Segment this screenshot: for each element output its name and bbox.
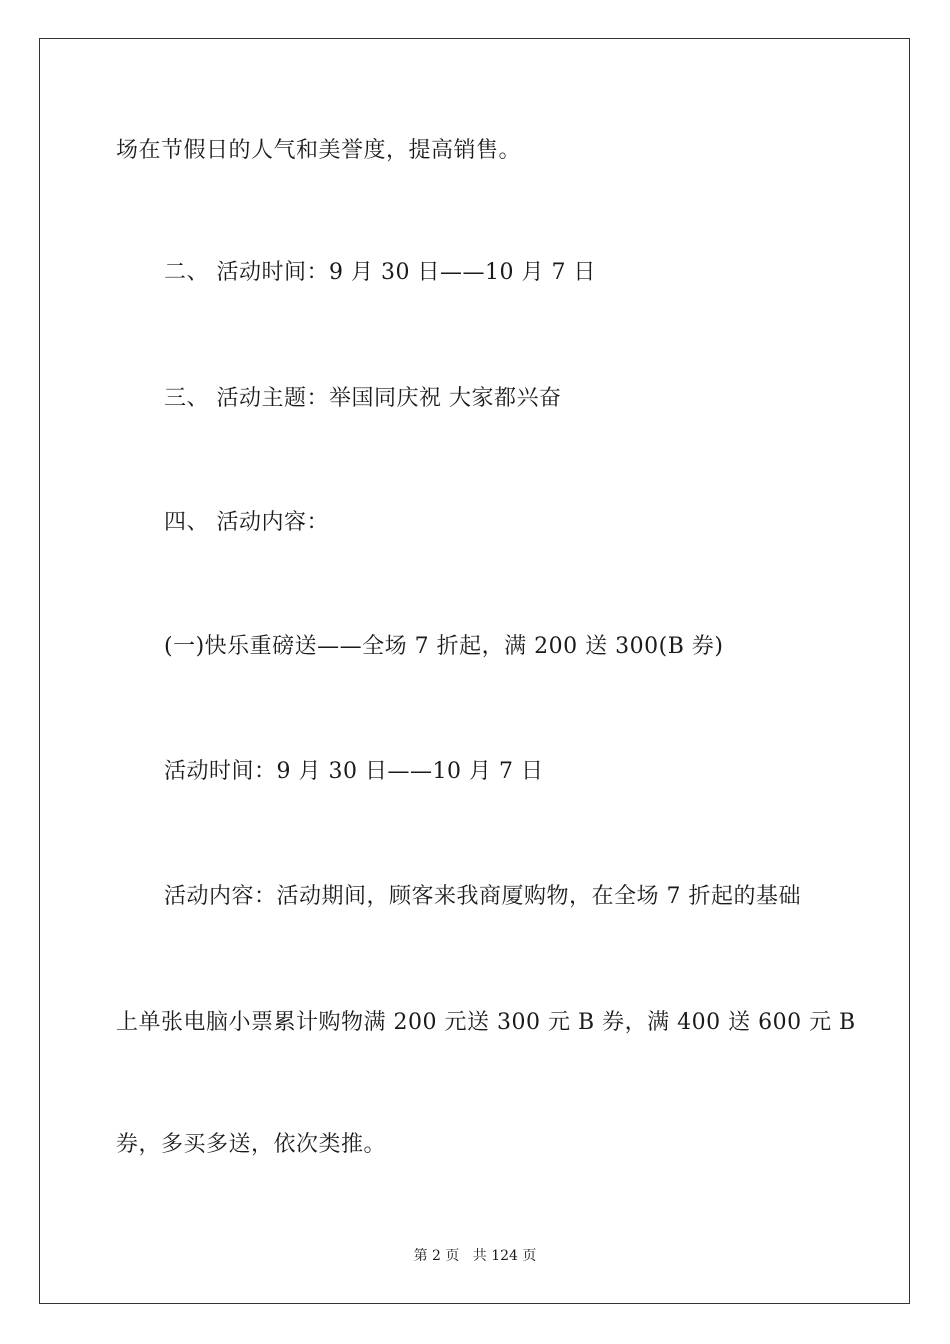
subsection-1-content-line-2: 上单张电脑小票累计购物满 200 元送 300 元 B 券，满 400 送 600 元 B: [116, 1010, 856, 1035]
paragraph-continuation: 场在节假日的人气和美誉度，提高销售。: [116, 138, 522, 163]
subsection-1-content-line-3: 券，多买多送，依次类推。: [116, 1132, 387, 1157]
subsection-1-title: (一)快乐重磅送——全场 7 折起，满 200 送 300(B 券): [164, 634, 724, 659]
subsection-1-content-line-1: 活动内容：活动期间，顾客来我商厦购物，在全场 7 折起的基础: [164, 884, 801, 909]
subsection-1-time: 活动时间：9 月 30 日——10 月 7 日: [164, 759, 544, 784]
page-number-footer: 第 2 页 共 124 页: [413, 1248, 537, 1264]
section-2-activity-time: 二、 活动时间：9 月 30 日——10 月 7 日: [164, 260, 596, 285]
section-3-activity-theme: 三、 活动主题：举国同庆祝 大家都兴奋: [164, 386, 562, 411]
page-border: [39, 38, 910, 1304]
section-4-activity-content: 四、 活动内容：: [164, 510, 329, 535]
